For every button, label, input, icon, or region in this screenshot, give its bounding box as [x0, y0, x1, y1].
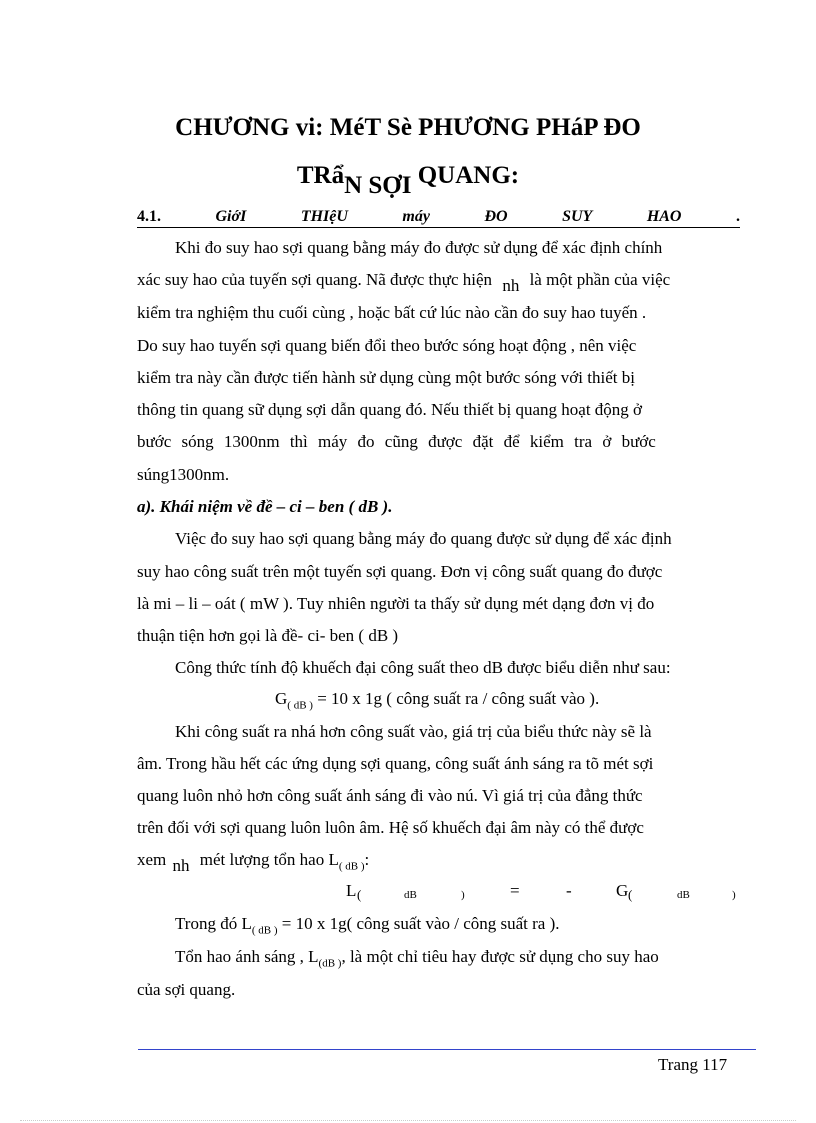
text-run: xem: [137, 850, 167, 869]
heading-word: SUY: [562, 208, 593, 225]
para2-line: Việc đo suy hao sợi quang bằng máy đo quang được sử dụng để xác định: [175, 529, 672, 548]
text-run: = 10 x 1g( công suất vào / công suất ra ).: [277, 914, 560, 933]
text-run: Tổn hao ánh sáng , L: [175, 947, 319, 966]
chapter-title-line2: [0, 162, 816, 199]
heading-word: HAO: [646, 208, 682, 225]
para4-line: Khi công suất ra nhá hơn công suất vào, giá trị của biểu thức này sẽ là: [175, 722, 652, 741]
heading-word: 4.1.: [137, 208, 161, 225]
text-run-lowered: nh: [172, 856, 190, 875]
formula-subscript: ( dB ): [287, 699, 313, 712]
para4-line: trên đối với sợi quang luôn luôn âm. Hệ số khuếch đại âm này có thể được: [137, 818, 644, 837]
para3-line: Công thức tính độ khuếch đại công suất theo dB được biểu diễn như sau:: [175, 658, 671, 677]
formula-text: = 10 x 1g ( công suất ra / công suất vào ).: [312, 689, 600, 708]
heading-word: ĐO: [484, 208, 508, 225]
para1-line: kiểm tra này cần được tiến hành sử dụng cùng một bước sóng với thiết bị: [137, 368, 635, 387]
text-run: :: [364, 850, 370, 869]
text-run: , là một chỉ tiêu hay được sử dụng cho suy hao: [341, 947, 659, 966]
para1-line: thông tin quang sữ dụng sợi dẫn quang đó. Nếu thiết bị quang hoạt động ở: [137, 400, 643, 419]
gain-formula: [275, 688, 599, 716]
title-fragment-lowered: N SỢI: [344, 172, 412, 199]
text-run-lowered: nh: [502, 276, 520, 295]
heading-word: THIệU: [300, 208, 348, 225]
para6-line: [137, 946, 778, 974]
section-heading-4-1: [137, 207, 740, 228]
para2-line: là mi – li – oát ( mW ). Tuy nhiên người ta thấy sử dụng mét dạng đơn vị đo: [137, 594, 655, 613]
chapter-title-line1: CHƯƠNG vi: MéT Sè PHƯƠNG PHáP ĐO: [175, 114, 641, 141]
text-subscript: (dB ): [318, 957, 342, 970]
para1-line: [137, 269, 740, 295]
formula-unit: dB: [404, 889, 417, 901]
formula-symbol: G: [275, 689, 288, 708]
formula-paren: ): [461, 889, 465, 901]
para4-line: âm. Trong hầu hết các ứng dụng sợi quang, công suất ánh sáng ra tõ mét sợi: [137, 754, 654, 773]
heading-word: .: [735, 208, 740, 225]
page-number: Trang 117: [658, 1055, 728, 1074]
formula-paren: (: [628, 887, 633, 902]
formula-paren: ): [732, 889, 736, 901]
para1-line: bước sóng 1300nm thì máy đo cũng được đặt để kiểm tra ở bước: [137, 432, 656, 451]
heading-word: máy: [402, 208, 430, 225]
text-run: là một phần của việc: [529, 270, 671, 289]
text-run: xác suy hao của tuyến sợi quang. Nã được thực hiện: [137, 270, 493, 289]
para1-line: kiểm tra nghiệm thu cuối cùng , hoặc bất cứ lúc nào cần đo suy hao tuyến .: [137, 303, 647, 322]
para1-line: súng1300nm.: [137, 465, 230, 484]
para1-line: Khi đo suy hao sợi quang bằng máy đo được sử dụng để xác định chính: [175, 238, 663, 257]
para5-line: [137, 913, 778, 941]
formula-symbol: L: [346, 881, 357, 900]
text-subscript: ( dB ): [251, 924, 278, 937]
para4-line: quang luôn nhỏ hơn công suất ánh sáng đi vào nú. Vì giá trị của đẳng thức: [137, 786, 643, 805]
text-run: Trong đó L: [175, 914, 252, 933]
text-run: mét lượng tổn hao L: [199, 850, 339, 869]
heading-word: GiớI: [215, 208, 247, 225]
formula-minus: -: [566, 881, 572, 900]
subheading-a: a). Khái niệm về đề – ci – ben ( dB ).: [137, 497, 393, 516]
formula-symbol: G: [616, 881, 629, 900]
para2-line: suy hao công suất trên một tuyến sợi quang. Đơn vị công suất quang đo được: [137, 562, 663, 581]
footer-divider: [138, 1049, 756, 1050]
para2-line: thuận tiện hơn gọi là đề- ci- ben ( dB ): [137, 626, 399, 645]
text-subscript: ( dB ): [338, 860, 365, 873]
loss-formula: [0, 881, 816, 905]
para4-line: [137, 849, 740, 877]
para6-line: của sợi quang.: [137, 980, 236, 999]
title-fragment: QUANG:: [411, 162, 520, 189]
formula-equals: =: [510, 881, 520, 900]
page-edge-dotted-line: [20, 1120, 796, 1121]
formula-paren: (: [357, 887, 362, 902]
para1-line: Do suy hao tuyến sợi quang biến đổi theo bước sóng hoạt động , nên việc: [137, 336, 637, 355]
formula-unit: dB: [677, 889, 690, 901]
title-fragment: TRẩ: [296, 162, 345, 189]
